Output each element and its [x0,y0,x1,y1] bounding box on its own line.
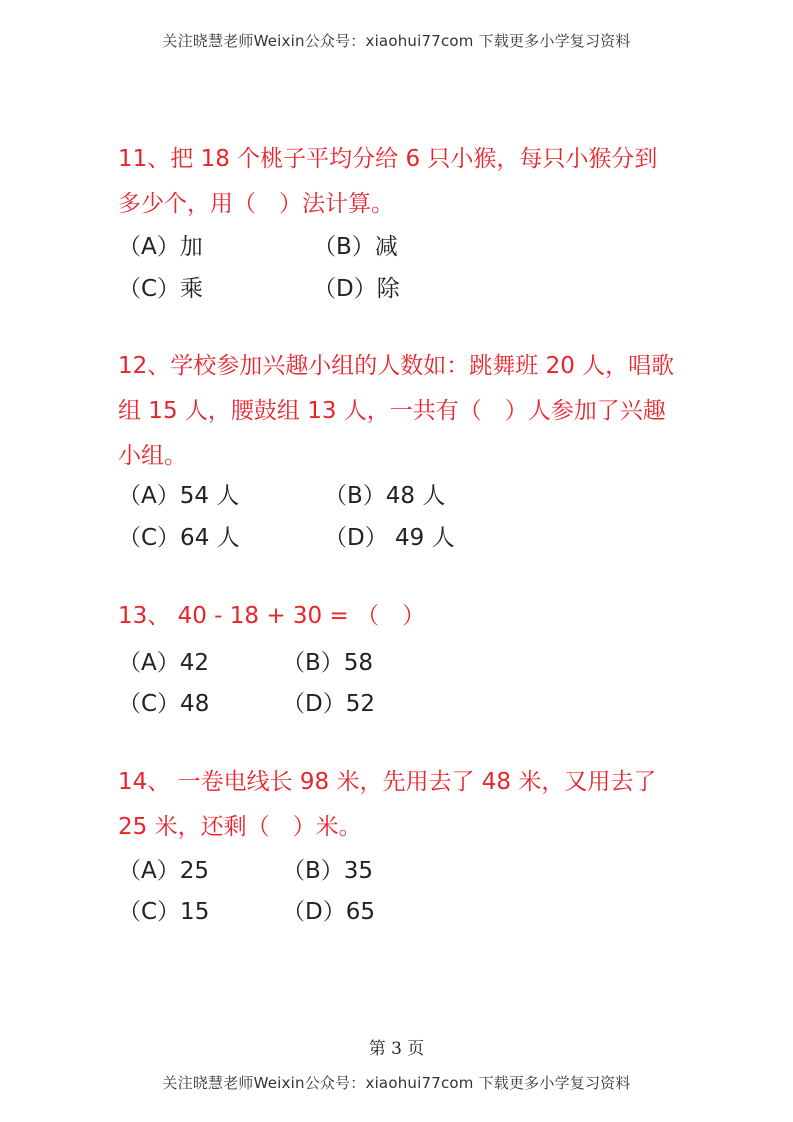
question-13-option-d: （D）52 [282,691,375,717]
question-12-option-c: （C）64 人 [118,525,240,551]
question-13-option-c: （C）48 [118,691,210,717]
page-header: 关注晓慧老师Weixin公众号：xiaohui77com 下载更多小学复习资料 [162,32,631,50]
question-11-option-d: （D）除 [313,276,400,302]
question-12-option-a: （A）54 人 [118,483,240,509]
question-11-stem: 11、把 18 个桃子平均分给 6 只小猴，每只小猴分到多少个，用（ ）法计算。 [118,146,658,217]
question-14-option-c: （C）15 [118,899,210,925]
question-12-option-b: （B）48 人 [324,483,446,509]
question-14-option-b: （B）35 [282,858,374,884]
question-11-option-a: （A）加 [118,234,203,260]
question-12-option-d: （D） 49 人 [324,525,455,551]
question-13-option-b: （B）58 [282,650,374,676]
question-12-stem: 12、学校参加兴趣小组的人数如：跳舞班 20 人，唱歌组 15 人，腰鼓组 13 人，一共有（ ）人参加了兴趣小组。 [118,353,675,469]
question-13-option-a: （A）42 [118,650,210,676]
question-11-option-c: （C）乘 [118,276,204,302]
question-14-option-a: （A）25 [118,858,210,884]
question-11-option-b: （B）减 [313,234,398,260]
page-number: 第 3 页 [368,1039,425,1059]
question-13-stem: 13、 40 - 18 + 30 = （ ） [118,603,426,629]
page-footer: 关注晓慧老师Weixin公众号：xiaohui77com 下载更多小学复习资料 [162,1074,631,1092]
question-14-stem: 14、 一卷电线长 98 米，先用去了 48 米，又用去了 25 米，还剩（ ）米。 [118,769,657,840]
question-14-option-d: （D）65 [282,899,375,925]
